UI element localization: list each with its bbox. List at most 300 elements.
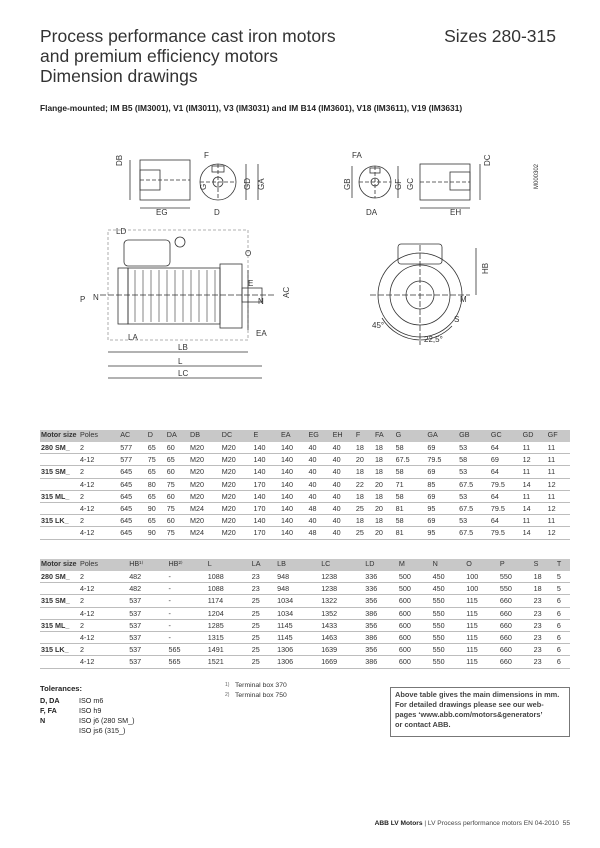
table-cell: 386 [365, 608, 378, 618]
table-cell: 11 [547, 516, 556, 526]
table-cell: 565 [168, 645, 181, 655]
table-cell: 600 [398, 633, 411, 643]
table-cell: 4-12 [80, 504, 95, 514]
table-cell: - [168, 584, 171, 594]
motor-size-cell [40, 631, 79, 643]
table-cell: 170 [253, 479, 266, 489]
table-cell: 53 [459, 516, 468, 526]
info-box: Above table gives the main dimensions in mm. For detailed drawings please see our web- pages ‘www.abb.com/motors&generators’ or contact ABB. [390, 687, 570, 737]
table-cell: 140 [253, 467, 266, 477]
column-header: LA [251, 559, 261, 568]
table-cell: 115 [466, 608, 478, 618]
column-header: EH [332, 430, 343, 439]
table-cell: M20 [190, 467, 205, 477]
table-cell: 660 [499, 620, 512, 630]
motor-size-cell: 280 SM_ [41, 572, 70, 582]
column-header: Poles [80, 430, 98, 439]
label-S: S [454, 315, 460, 324]
table-cell: 1433 [321, 620, 338, 630]
label-LB: LB [178, 343, 188, 352]
motor-size-cell [40, 527, 79, 539]
table-cell: 1088 [207, 584, 224, 594]
table-cell: 65 [147, 443, 156, 453]
sizes-label: Sizes 280-315 [444, 26, 556, 46]
table-cell: 4-12 [80, 479, 95, 489]
table-cell: 2 [80, 572, 84, 582]
column-header: GC [490, 430, 502, 439]
table-cell: 660 [499, 657, 512, 667]
table-cell: 71 [395, 479, 404, 489]
table-cell: 53 [459, 491, 468, 501]
table-cell: 40 [308, 443, 317, 453]
table-cell: 64 [490, 443, 499, 453]
table-cell: M20 [221, 504, 236, 514]
table-cell: 25 [355, 504, 364, 514]
column-header: HB²⁾ [168, 559, 183, 568]
table-cell: 537 [129, 657, 142, 667]
table-cell: 140 [253, 455, 266, 465]
table-cell: 11 [522, 491, 531, 501]
table-cell: 20 [355, 455, 364, 465]
table-cell: 140 [280, 467, 293, 477]
label-FA: FA [352, 151, 362, 160]
table-cell: 69 [427, 467, 436, 477]
table-cell: 450 [432, 584, 445, 594]
table-cell: 115 [466, 620, 478, 630]
label-N-right: N [258, 297, 264, 306]
table-cell: 500 [398, 572, 411, 582]
label-EA: EA [256, 329, 267, 338]
footnotes [225, 682, 287, 702]
table-cell: 40 [332, 528, 341, 538]
table-cell: 25 [251, 645, 260, 655]
table-cell: 550 [499, 584, 512, 594]
label-AC: AC [282, 286, 291, 298]
column-header: S [533, 559, 539, 568]
table-cell: 6 [556, 596, 561, 606]
table-cell: 64 [490, 467, 499, 477]
table-cell: 6 [556, 620, 561, 630]
table-cell: 1238 [321, 584, 338, 594]
shaft-end-b-drawing [352, 164, 480, 208]
table-cell: 170 [253, 504, 266, 514]
table-cell: 20 [374, 479, 383, 489]
table-cell: 79.5 [490, 504, 505, 514]
table-cell: 500 [398, 584, 411, 594]
table-cell: 115 [466, 645, 478, 655]
table-cell: 1352 [321, 608, 338, 618]
table-cell: 660 [499, 645, 512, 655]
table-cell: 482 [129, 572, 142, 582]
table-cell: 6 [556, 633, 561, 643]
title-line-3: Dimension drawings [40, 66, 198, 86]
table-cell: 69 [427, 491, 436, 501]
table-row [40, 527, 570, 539]
table-cell: 1145 [277, 620, 293, 630]
column-header: F [355, 430, 361, 439]
table-cell: 577 [120, 443, 133, 453]
table-cell: 65 [166, 455, 175, 465]
column-header: GF [547, 430, 558, 439]
table-row [40, 631, 570, 643]
motor-size-cell [40, 656, 79, 668]
table-cell: 140 [280, 479, 293, 489]
table-cell: 660 [499, 608, 512, 618]
table-cell: 40 [332, 455, 341, 465]
table-cell: M20 [190, 455, 205, 465]
tolerances [40, 684, 135, 736]
footer-text: | LV Process performance motors EN 04-2010 [422, 820, 559, 827]
table-cell: 40 [308, 479, 317, 489]
table-cell: 14 [522, 479, 531, 489]
table-cell: 18 [374, 491, 383, 501]
dimension-table-2 [40, 559, 570, 669]
table-cell: 40 [332, 504, 341, 514]
table-cell: 100 [466, 584, 479, 594]
column-header: DC [221, 430, 233, 439]
table-row [40, 502, 570, 514]
table-cell: 60 [166, 516, 175, 526]
table-cell: - [168, 608, 171, 618]
table-cell: 67.5 [395, 455, 410, 465]
label-L: L [178, 357, 183, 366]
footnote: 1) Terminal box 370 [225, 682, 287, 689]
table-cell: 1306 [277, 645, 294, 655]
table-cell: 537 [129, 633, 142, 643]
table-cell: 40 [332, 443, 341, 453]
table-row [40, 607, 570, 619]
label-DC: DC [483, 154, 492, 166]
table-cell: 95 [427, 504, 436, 514]
table-cell: 65 [147, 516, 156, 526]
column-header: T [556, 559, 562, 568]
table-cell: 40 [332, 491, 341, 501]
label-DB: DB [115, 154, 124, 166]
table-cell: 645 [120, 479, 133, 489]
table-cell: 12 [522, 455, 531, 465]
tolerance-row: ISO js6 (315_) [79, 726, 126, 735]
column-header: D [147, 430, 153, 439]
table-row [40, 595, 570, 607]
table-cell: 4-12 [80, 633, 95, 643]
label-N-left: N [93, 293, 99, 302]
table-cell: 18 [374, 516, 383, 526]
footer-brand: ABB LV Motors [374, 820, 423, 827]
table-cell: 81 [395, 528, 404, 538]
table-cell: 40 [308, 455, 317, 465]
table-cell: 1315 [207, 633, 224, 643]
table-cell: 4-12 [80, 584, 95, 594]
table-cell: 90 [147, 528, 156, 538]
table-cell: M20 [221, 491, 236, 501]
column-header: N [432, 559, 438, 568]
table-cell: 18 [355, 443, 364, 453]
table-cell: 85 [427, 479, 436, 489]
table-row [40, 454, 570, 466]
table-cell: 115 [466, 596, 478, 606]
table-cell: M20 [221, 516, 236, 526]
table-cell: 140 [280, 491, 293, 501]
table-cell: M20 [221, 479, 236, 489]
table-cell: 356 [365, 620, 378, 630]
table-cell: 1238 [321, 572, 338, 582]
label-LD: LD [116, 227, 127, 236]
column-header: GB [459, 430, 470, 439]
table-row [40, 478, 570, 490]
table-cell: 90 [147, 504, 156, 514]
label-M: M [460, 295, 467, 304]
table-cell: 2 [80, 491, 84, 501]
table-cell: 79.5 [427, 455, 442, 465]
dimension-drawing [0, 0, 600, 420]
label-E: E [248, 279, 254, 288]
table-row [40, 515, 570, 527]
table-cell: 18 [374, 443, 383, 453]
table-cell: 5 [556, 584, 561, 594]
table-cell: 140 [280, 528, 293, 538]
table-cell: 69 [427, 443, 436, 453]
table-cell: 25 [355, 528, 364, 538]
table-cell: M24 [190, 528, 205, 538]
table-cell: 18 [355, 516, 364, 526]
table-cell: 115 [466, 657, 478, 667]
label-LA: LA [128, 333, 138, 342]
table-cell: 550 [432, 645, 445, 655]
table-cell: 22 [355, 479, 364, 489]
table-cell: 64 [490, 516, 499, 526]
table-cell: 2 [80, 516, 84, 526]
motor-side-labels [80, 227, 291, 378]
table-cell: 48 [308, 528, 317, 538]
table-cell: 1285 [207, 620, 224, 630]
column-header: DA [166, 430, 177, 439]
table-cell: 537 [129, 608, 142, 618]
page-number: 55 [562, 820, 570, 827]
table-cell: 11 [522, 516, 531, 526]
table-row [40, 490, 570, 502]
table-cell: 75 [147, 455, 156, 465]
table-cell: 140 [280, 455, 293, 465]
table-cell: 660 [499, 633, 512, 643]
table-cell: 577 [120, 455, 133, 465]
tolerances-title: Tolerances: [40, 684, 83, 693]
label-O: O [245, 249, 252, 258]
page-footer [375, 820, 570, 827]
motor-size-cell: 315 LK_ [41, 516, 69, 526]
label-45: 45° [372, 321, 385, 330]
table-cell: M20 [221, 467, 236, 477]
column-header: Poles [80, 559, 98, 568]
table-cell: 1491 [207, 645, 224, 655]
table-cell: 565 [168, 657, 181, 667]
column-header: EA [280, 430, 291, 439]
column-header: M [398, 559, 405, 568]
table-cell: 11 [522, 467, 531, 477]
table-cell: 482 [129, 584, 142, 594]
table-cell: 67.5 [459, 528, 474, 538]
table-cell: 356 [365, 645, 378, 655]
table-cell: 23 [251, 572, 260, 582]
table-cell: 1204 [207, 608, 224, 618]
label-G: G [199, 183, 208, 190]
table-row [40, 442, 570, 454]
table-cell: 23 [533, 608, 542, 618]
table-row [40, 466, 570, 478]
column-header: GA [427, 430, 438, 439]
title-line-2: and premium efficiency motors [40, 46, 278, 66]
table-cell: 645 [120, 528, 133, 538]
shaft-end-b-labels [343, 151, 540, 217]
title-line-1: Process performance cast iron motors [40, 26, 336, 46]
table-cell: 550 [432, 633, 445, 643]
table-cell: M20 [190, 443, 205, 453]
table-cell: 386 [365, 633, 378, 643]
tolerance-row: N ISO j6 (280 SM_) [40, 716, 135, 725]
table-cell: 80 [147, 479, 156, 489]
table-cell: 2 [80, 645, 84, 655]
table-cell: 2 [80, 467, 84, 477]
label-GF: GF [394, 178, 403, 190]
table-cell: 386 [365, 657, 378, 667]
table-cell: 660 [499, 596, 512, 606]
table-cell: 23 [533, 596, 542, 606]
table-cell: - [168, 620, 171, 630]
table-cell: 25 [251, 633, 260, 643]
motor-size-cell: 315 LK_ [41, 645, 69, 655]
label-GB: GB [343, 178, 352, 190]
table-cell: 115 [466, 633, 478, 643]
table-cell: 95 [427, 528, 436, 538]
column-header: DB [190, 430, 201, 439]
motor-size-cell [40, 502, 79, 514]
column-header: G [395, 430, 402, 439]
table-cell: - [168, 633, 171, 643]
table-cell: 40 [332, 467, 341, 477]
table-cell: 600 [398, 620, 411, 630]
table-cell: 140 [280, 443, 293, 453]
motor-size-cell [40, 454, 79, 466]
label-LC: LC [178, 369, 189, 378]
label-F: F [204, 151, 209, 160]
table-cell: 537 [129, 645, 142, 655]
label-GD: GD [243, 178, 252, 190]
table-cell: 65 [147, 491, 156, 501]
column-header: P [499, 559, 505, 568]
table-cell: 65 [147, 467, 156, 477]
table-cell: M20 [221, 528, 236, 538]
table-cell: 4-12 [80, 455, 95, 465]
table-cell: 75 [166, 479, 175, 489]
column-header: Motor size [41, 430, 77, 439]
table-cell: 336 [365, 572, 378, 582]
table-cell: 140 [280, 516, 293, 526]
table-cell: 550 [432, 657, 445, 667]
table-cell: 23 [533, 620, 542, 630]
table-cell: 53 [459, 467, 468, 477]
table-cell: 60 [166, 491, 175, 501]
table-cell: 53 [459, 443, 468, 453]
table-cell: 58 [459, 455, 468, 465]
table-cell: 1034 [277, 596, 294, 606]
table-cell: 6 [556, 645, 561, 655]
table-cell: 4-12 [80, 528, 95, 538]
table-cell: 645 [120, 467, 133, 477]
table-cell: 336 [365, 584, 378, 594]
table-cell: 1669 [321, 657, 338, 667]
column-header: LC [321, 559, 331, 568]
table-cell: 58 [395, 516, 404, 526]
table-cell: 40 [332, 479, 341, 489]
shaft-end-a-drawing [130, 160, 258, 208]
column-header: EG [308, 430, 319, 439]
table-cell: 537 [129, 596, 142, 606]
table-cell: 948 [277, 572, 290, 582]
table-cell: 11 [547, 455, 556, 465]
label-22-5: 22,5° [424, 335, 443, 344]
table-cell: 18 [355, 491, 364, 501]
table-cell: 1034 [277, 608, 294, 618]
table-cell: 75 [166, 528, 175, 538]
table-cell: 25 [251, 620, 260, 630]
table-row [40, 583, 570, 595]
table-cell: 64 [490, 491, 499, 501]
table-cell: 40 [308, 491, 317, 501]
table-cell: 23 [533, 657, 542, 667]
table-cell: 23 [533, 633, 542, 643]
table-cell: 14 [522, 504, 531, 514]
table-cell: 948 [277, 584, 290, 594]
footnote: 2) Terminal box 750 [225, 692, 287, 699]
table-cell: 23 [251, 584, 260, 594]
motor-size-cell [40, 583, 79, 595]
table-cell: 11 [547, 467, 556, 477]
table-cell: 550 [432, 620, 445, 630]
table-cell: M20 [190, 516, 205, 526]
table-cell: 645 [120, 504, 133, 514]
table-cell: 1306 [277, 657, 294, 667]
table-cell: 537 [129, 620, 142, 630]
table-cell: 2 [80, 620, 84, 630]
table-cell: 79.5 [490, 528, 505, 538]
table-cell: 1174 [207, 596, 224, 606]
table-cell: 58 [395, 467, 404, 477]
label-D: D [214, 208, 220, 217]
motor-size-cell: 315 SM_ [41, 467, 70, 477]
table-cell: 60 [166, 467, 175, 477]
table-row [40, 656, 570, 668]
table-cell: 100 [466, 572, 479, 582]
label-GA: GA [257, 178, 266, 190]
table-cell: 356 [365, 596, 378, 606]
table-cell: 1088 [207, 572, 224, 582]
table-cell: M20 [190, 479, 205, 489]
table-cell: 58 [395, 491, 404, 501]
drawing-code: M000302 [534, 163, 540, 189]
table-cell: 58 [395, 443, 404, 453]
table-cell: 40 [308, 467, 317, 477]
column-header: HB¹⁾ [129, 559, 144, 568]
mounting-subtitle: Flange-mounted; IM B5 (IM3001), V1 (IM3011), V3 (IM3031) and IM B14 (IM3601), V18 (IM3611), V19 (IM3631) [40, 103, 463, 113]
table-cell: 550 [432, 596, 445, 606]
table-cell: 600 [398, 645, 411, 655]
table-cell: 18 [374, 455, 383, 465]
label-EH: EH [450, 208, 462, 217]
table-cell: 48 [308, 504, 317, 514]
table-cell: 4-12 [80, 657, 95, 667]
table-cell: 645 [120, 491, 133, 501]
table-header-row [40, 430, 570, 442]
column-header: LB [277, 559, 286, 568]
